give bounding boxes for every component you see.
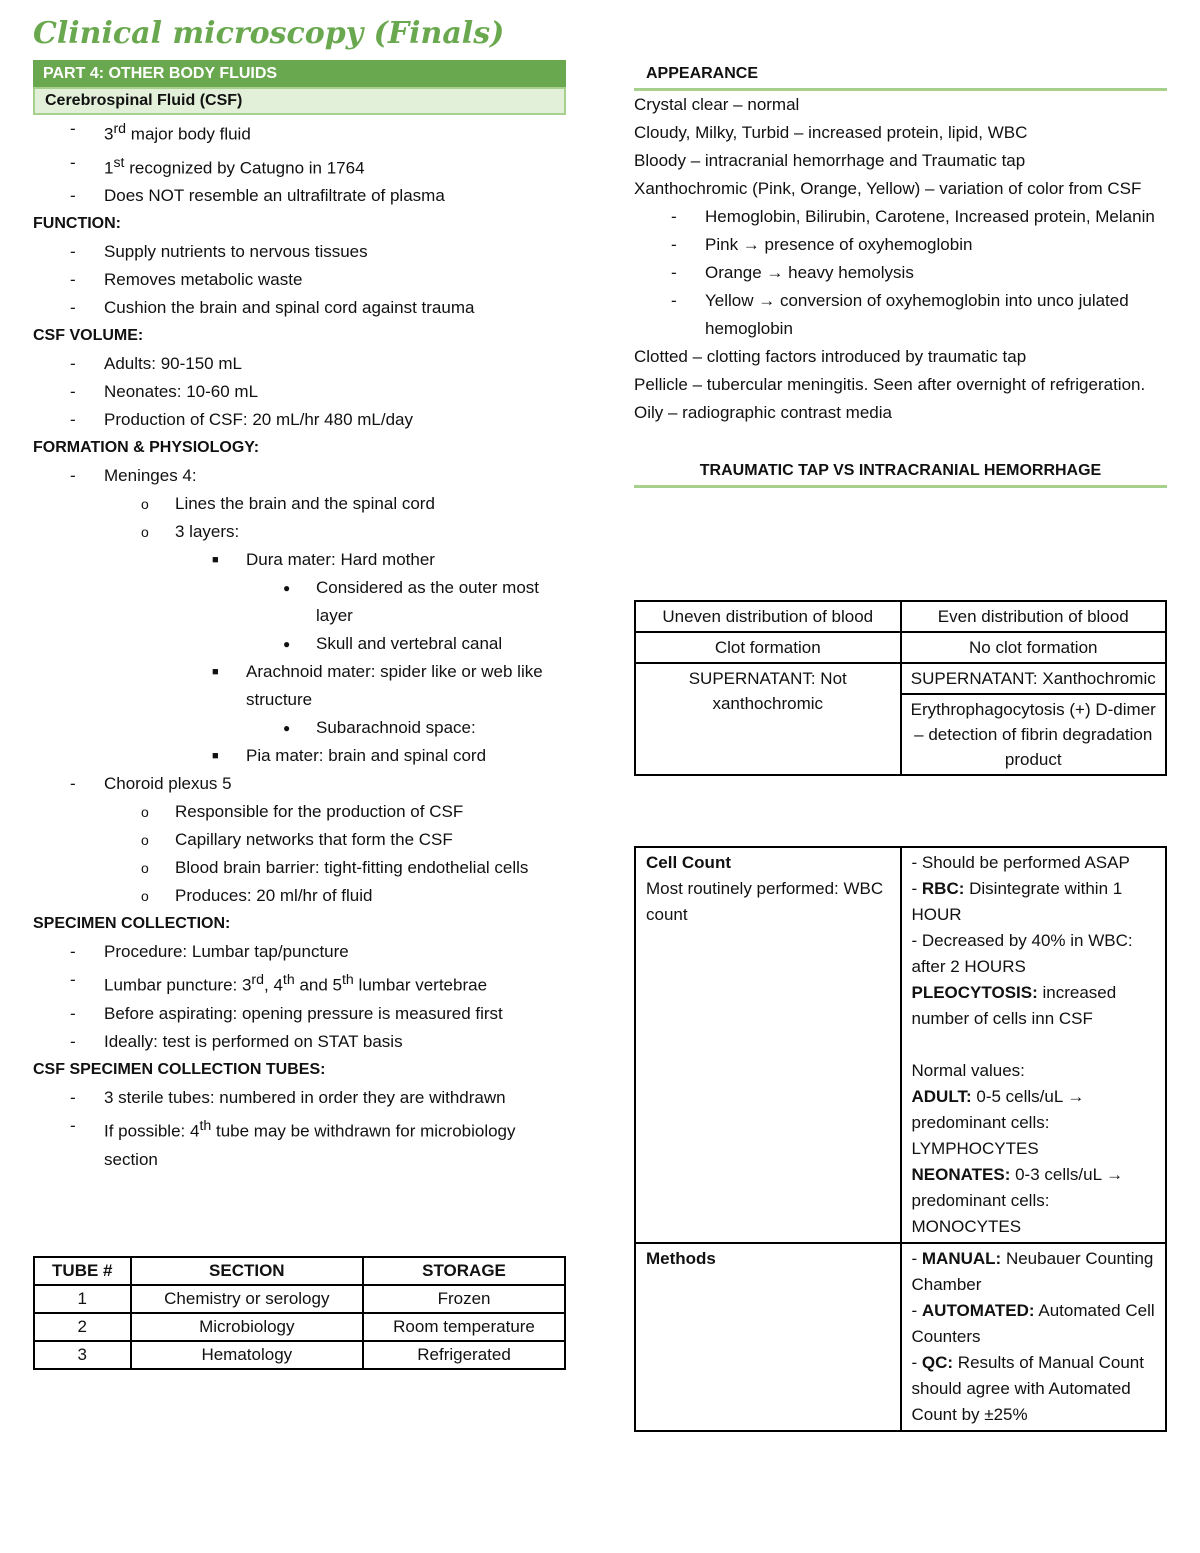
list-item: o Lines the brain and the spinal cord — [141, 494, 435, 514]
list-item: ■ Dura mater: Hard mother — [212, 550, 435, 570]
list-item: - Supply nutrients to nervous tissues — [70, 242, 368, 262]
list-item: - Neonates: 10-60 mL — [70, 382, 259, 402]
list-item: - Ideally: test is performed on STAT basis — [70, 1031, 403, 1051]
table-cell: Frozen — [363, 1285, 565, 1313]
list-item: - Removes metabolic waste — [70, 270, 303, 290]
list-item: - Choroid plexus 5 — [70, 774, 232, 794]
table-row — [635, 847, 1166, 1243]
list-item: - Orange → heavy hemolysis — [671, 263, 914, 282]
table-header: TUBE # — [34, 1257, 131, 1285]
table-cell: SUPERNATANT: Xanthochromic — [901, 663, 1167, 694]
table-row — [635, 601, 1166, 632]
list-item: o Blood brain barrier: tight-fitting endothelial cells — [141, 858, 529, 878]
list-item: o Produces: 20 ml/hr of fluid — [141, 886, 373, 906]
table-row — [34, 1285, 565, 1313]
cc-line: Normal values: — [911, 1061, 1025, 1080]
part-header: PART 4: OTHER BODY FLUIDS — [33, 60, 566, 87]
subheader: Cerebrospinal Fluid (CSF) — [33, 87, 566, 115]
function-heading: FUNCTION: — [33, 215, 121, 233]
list-item: - Procedure: Lumbar tap/puncture — [70, 942, 349, 962]
table-row — [635, 1243, 1166, 1431]
cc-line: ADULT: 0-5 cells/uL → predominant cells: LYMPHOCYTES — [911, 1087, 1085, 1158]
table-row — [34, 1341, 565, 1369]
list-item: o 3 layers: — [141, 522, 240, 542]
table-cell: Microbiology — [131, 1313, 364, 1341]
divider — [634, 485, 1167, 488]
table-cell — [901, 1243, 1167, 1431]
list-item: - Lumbar puncture: 3rd, 4th and 5th lumbar vertebrae — [70, 970, 488, 995]
cc-line: - AUTOMATED: Automated Cell Counters — [911, 1301, 1155, 1346]
table-cell: 1 — [34, 1285, 131, 1313]
table-cell: No clot formation — [901, 632, 1167, 663]
list-item: ● Subarachnoid space: — [283, 718, 476, 738]
table-cell: Hematology — [131, 1341, 364, 1369]
cc-line: - Decreased by 40% in WBC: after 2 HOURS — [911, 931, 1133, 976]
appearance-line: Crystal clear – normal — [634, 95, 800, 114]
list-item: o Capillary networks that form the CSF — [141, 830, 453, 850]
list-item: - Pink → presence of oxyhemoglobin — [671, 235, 973, 254]
cc-line: - QC: Results of Manual Count should agree with Automated Count by ±25% — [911, 1353, 1144, 1424]
appearance-line: Clotted – clotting factors introduced by traumatic tap — [634, 347, 1027, 366]
list-item: - Cushion the brain and spinal cord against trauma — [70, 298, 475, 318]
table-header: SECTION — [131, 1257, 364, 1285]
cc-line: - Should be performed ASAP — [911, 853, 1130, 872]
volume-heading: CSF VOLUME: — [33, 327, 144, 345]
tubes-heading: CSF SPECIMEN COLLECTION TUBES: — [33, 1060, 326, 1078]
table-row — [34, 1313, 565, 1341]
table-cell — [901, 847, 1167, 1243]
list-item: - Hemoglobin, Bilirubin, Carotene, Increased protein, Melanin — [671, 207, 1155, 226]
list-item: - Production of CSF: 20 mL/hr 480 mL/day — [70, 410, 413, 430]
table-header: STORAGE — [363, 1257, 565, 1285]
traumatic-tap-table — [634, 600, 1167, 776]
table-cell: Erythrophagocytosis (+) D-dimer – detection of fibrin degradation product — [901, 694, 1167, 775]
cell-count-desc: Most routinely performed: WBC count — [646, 879, 884, 924]
list-item: - Before aspirating: opening pressure is measured first — [70, 1003, 503, 1023]
table-cell: Uneven distribution of blood — [635, 601, 901, 632]
table-cell: 3 — [34, 1341, 131, 1369]
table-cell: 2 — [34, 1313, 131, 1341]
table-cell: SUPERNATANT: Not xanthochromic — [635, 663, 901, 775]
table-cell: Refrigerated — [363, 1341, 565, 1369]
right-column — [634, 60, 1167, 488]
table-cell — [635, 847, 901, 1243]
page-title: Clinical microscopy (Finals) — [33, 16, 505, 51]
cc-line: - RBC: Disintegrate within 1 HOUR — [911, 879, 1123, 924]
specimen-heading: SPECIMEN COLLECTION: — [33, 915, 231, 933]
cc-line: NEONATES: 0-3 cells/uL → predominant cells: MONOCYTES — [911, 1165, 1124, 1236]
cell-count-title: Cell Count — [646, 853, 731, 872]
appearance-line: Cloudy, Milky, Turbid – increased protein, lipid, WBC — [634, 123, 1028, 142]
table-row — [635, 632, 1166, 663]
list-item: ■ Pia mater: brain and spinal cord — [212, 746, 487, 766]
left-column — [33, 60, 566, 1174]
appearance-line: Oily – radiographic contrast media — [634, 403, 892, 422]
table-cell: Clot formation — [635, 632, 901, 663]
table-cell: Even distribution of blood — [901, 601, 1167, 632]
appearance-heading: APPEARANCE — [646, 65, 759, 82]
list-item: ● Considered as the outer most layer — [283, 578, 540, 626]
list-item: - Yellow → conversion of oxyhemoglobin into unco julated hemoglobin — [671, 291, 1129, 338]
tubes-table — [33, 1256, 566, 1370]
appearance-line: Pellicle – tubercular meningitis. Seen after overnight of refrigeration. — [634, 375, 1146, 394]
list-item: o Responsible for the production of CSF — [141, 802, 464, 822]
list-item: - 1st recognized by Catugno in 1764 — [70, 152, 365, 178]
table-cell — [635, 1243, 901, 1431]
cell-count-table — [634, 846, 1167, 1432]
appearance-line: Bloody – intracranial hemorrhage and Traumatic tap — [634, 151, 1026, 170]
appearance-line: Xanthochromic (Pink, Orange, Yellow) – variation of color from CSF — [634, 179, 1142, 198]
list-item: - If possible: 4th tube may be withdrawn for microbiology section — [70, 1115, 516, 1169]
list-item: - 3 sterile tubes: numbered in order they are withdrawn — [70, 1087, 506, 1107]
list-item: - Meninges 4: — [70, 466, 197, 486]
list-item: - 3rd major body fluid — [70, 119, 251, 144]
table-cell: Room temperature — [363, 1313, 565, 1341]
list-item: - Does NOT resemble an ultrafiltrate of plasma — [70, 186, 445, 206]
list-item: ■ Arachnoid mater: spider like or web like structure — [212, 662, 543, 710]
methods-title: Methods — [646, 1249, 716, 1268]
tt-heading: TRAUMATIC TAP VS INTRACRANIAL HEMORRHAGE — [699, 462, 1102, 479]
table-cell: Chemistry or serology — [131, 1285, 364, 1313]
list-item: ● Skull and vertebral canal — [283, 634, 503, 654]
table-row — [635, 663, 1166, 694]
formation-heading: FORMATION & PHYSIOLOGY: — [33, 439, 260, 457]
cc-line: PLEOCYTOSIS: increased number of cells inn CSF — [911, 983, 1117, 1028]
cc-line: - MANUAL: Neubauer Counting Chamber — [911, 1249, 1154, 1294]
list-item: - Adults: 90-150 mL — [70, 354, 242, 374]
